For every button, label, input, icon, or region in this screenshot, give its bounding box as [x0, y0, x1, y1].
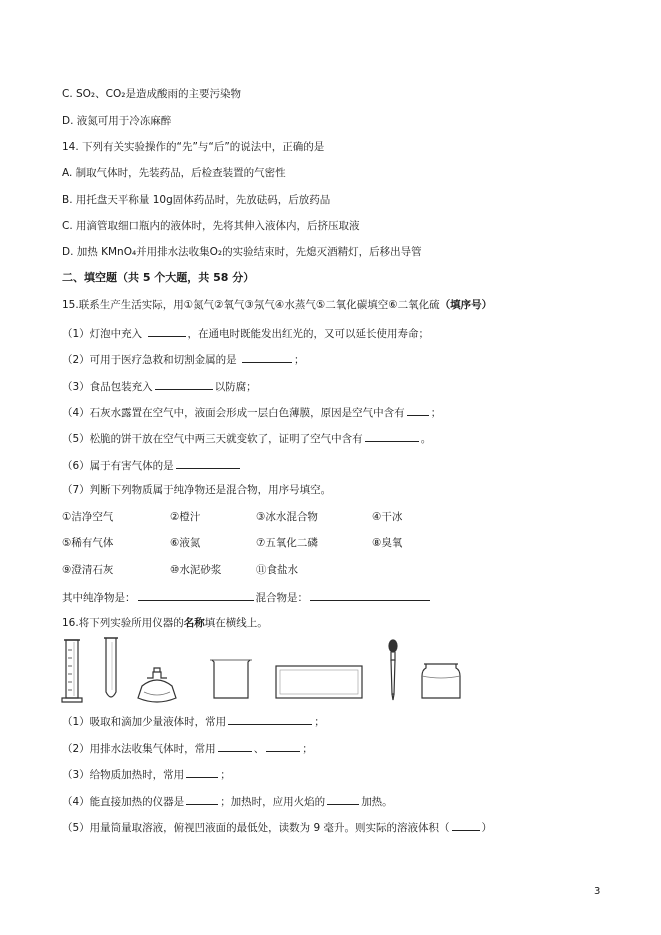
q16-5-blank[interactable] [452, 819, 480, 831]
q15-stem [62, 298, 492, 312]
pure-blank[interactable] [138, 589, 254, 601]
q15-1-text-b: ，在通电时既能发出红光的，又可以延长使用寿命； [187, 328, 430, 340]
q16-item-4 [62, 793, 393, 809]
q15-3-text-b: 以防腐； [214, 381, 257, 393]
q15-1-blank[interactable] [148, 325, 186, 337]
q16-5-text-a: （5）用量筒量取溶液，俯视凹液面的最低处，读数为 9 毫升。则实际的溶液体积（ [62, 822, 450, 834]
q16-4-blank-1[interactable] [186, 793, 218, 805]
q13-option-c: C. SO₂、CO₂是造成酸雨的主要污染物 [62, 88, 241, 100]
q15-item-4 [62, 404, 441, 420]
substance-item: ⑦五氧化二磷 [256, 537, 318, 549]
q15-item-1 [62, 325, 429, 341]
q16-4-text-c: 加热。 [361, 796, 393, 808]
substance-item: ⑥液氮 [170, 537, 201, 549]
q16-1-text-a: （1）吸取和滴加少量液体时，常用 [62, 716, 227, 728]
mix-blank[interactable] [310, 589, 430, 601]
q16-1-blank[interactable] [228, 713, 312, 725]
q16-2-sep: 、 [253, 743, 265, 755]
q15-item-2 [62, 351, 305, 367]
q15-stem-text: 15.联系生产生活实际，用①氮气②氧气③氖气④水蒸气⑤二氧化碳填空⑥二氧化硫 [62, 299, 440, 311]
q13-option-d: D. 液氮可用于冷冻麻醉 [62, 115, 172, 127]
dropper-icon [389, 640, 397, 700]
q16-4-text-a: （4）能直接加热的仪器是 [62, 796, 185, 808]
q16-2-blank-2[interactable] [266, 740, 300, 752]
q15-stem-note: （填序号） [439, 299, 493, 311]
q16-5-text-b: ） [481, 822, 493, 834]
q15-3-blank[interactable] [155, 378, 213, 390]
pure-label: 其中纯净物是： [62, 592, 136, 604]
substance-item: ⑤稀有气体 [62, 537, 114, 549]
q15-5-text-b: 。 [420, 433, 432, 445]
q16-2-text-b: ； [302, 743, 313, 755]
glass-plate-icon [276, 666, 362, 698]
q15-item-7: （7）判断下列物质属于纯净物还是混合物，用序号填空。 [62, 484, 332, 496]
q15-1-text-a: （1）灯泡中充入 [62, 328, 143, 340]
page-number: 3 [594, 886, 601, 897]
graduated-cylinder-icon [62, 640, 82, 702]
q15-item-6 [62, 457, 242, 473]
q15-2-blank[interactable] [242, 351, 292, 363]
q15-5-text-a: （5）松脆的饼干放在空气中两三天就变软了，证明了空气中含有 [62, 433, 363, 445]
q15-4-text-a: （4）石灰水露置在空气中，液面会形成一层白色薄膜，原因是空气中含有 [62, 407, 405, 419]
q16-stem-text-a: 16.将下列实验所用仪器的 [62, 617, 184, 629]
q16-item-1 [62, 713, 325, 729]
q15-2-text-b: ； [294, 354, 305, 366]
q16-3-blank[interactable] [186, 766, 218, 778]
q16-3-text-b: ； [220, 769, 231, 781]
substance-item: ①洁净空气 [62, 511, 114, 523]
substance-item: ⑧臭氧 [372, 537, 403, 549]
test-tube-icon [104, 638, 118, 697]
q14-stem: 14. 下列有关实验操作的“先”与“后”的说法中，正确的是 [62, 141, 325, 153]
q16-2-text-a: （2）用排水法收集气体时，常用 [62, 743, 216, 755]
mix-label: 混合物是： [255, 592, 308, 604]
q15-4-blank[interactable] [407, 404, 429, 416]
q14-option-c: C. 用滴管取细口瓶内的液体时，先将其伸入液体内，后挤压取液 [62, 220, 360, 232]
q16-item-3 [62, 766, 231, 782]
q16-2-blank-1[interactable] [218, 740, 252, 752]
q15-item-5 [62, 430, 431, 446]
gas-jar-icon [422, 664, 460, 698]
q15-3-text-a: （3）食品包装充入 [62, 381, 153, 393]
q14-option-d: D. 加热 KMnO₄并用排水法收集O₂的实验结束时，先熄灭酒精灯，后移出导管 [62, 246, 422, 258]
q16-item-2 [62, 740, 313, 756]
q16-4-blank-2[interactable] [327, 793, 359, 805]
substance-item: ④干冰 [372, 511, 403, 523]
q14-option-a: A. 制取气体时，先装药品，后检查装置的气密性 [62, 167, 286, 179]
alcohol-lamp-icon [138, 668, 176, 702]
q16-4-text-b: ；加热时，应用火焰的 [220, 796, 326, 808]
substance-item: ②橙汁 [170, 511, 201, 523]
substance-item: ⑩水泥砂浆 [170, 564, 222, 576]
q16-1-text-b: ； [314, 716, 325, 728]
q15-5-blank[interactable] [365, 430, 419, 442]
substance-item: ⑪食盐水 [256, 564, 298, 576]
q15-2-text-a: （2）可用于医疗急救和切割金属的是 [62, 354, 237, 366]
q16-stem-bold: 名称 [183, 617, 205, 629]
q15-6-blank[interactable] [176, 457, 240, 469]
q16-stem-text-b: 填在横线上。 [204, 617, 268, 629]
q15-6-text-a: （6）属于有害气体的是 [62, 460, 174, 472]
substance-item: ③冰水混合物 [256, 511, 318, 523]
q15-item-3 [62, 378, 257, 394]
q14-option-b: B. 用托盘天平称量 10g固体药品时，先放砝码，后放药品 [62, 194, 331, 206]
q16-stem [62, 616, 268, 630]
q15-4-text-b: ； [430, 407, 442, 419]
apparatus-row [60, 636, 480, 704]
section-heading: 二、填空题（共 5 个大题，共 58 分） [62, 271, 255, 284]
substance-item: ⑨澄清石灰 [62, 564, 114, 576]
q16-3-text-a: （3）给物质加热时，常用 [62, 769, 185, 781]
q15-7-answers [62, 589, 432, 605]
q16-item-5 [62, 819, 492, 835]
beaker-icon [210, 660, 252, 698]
